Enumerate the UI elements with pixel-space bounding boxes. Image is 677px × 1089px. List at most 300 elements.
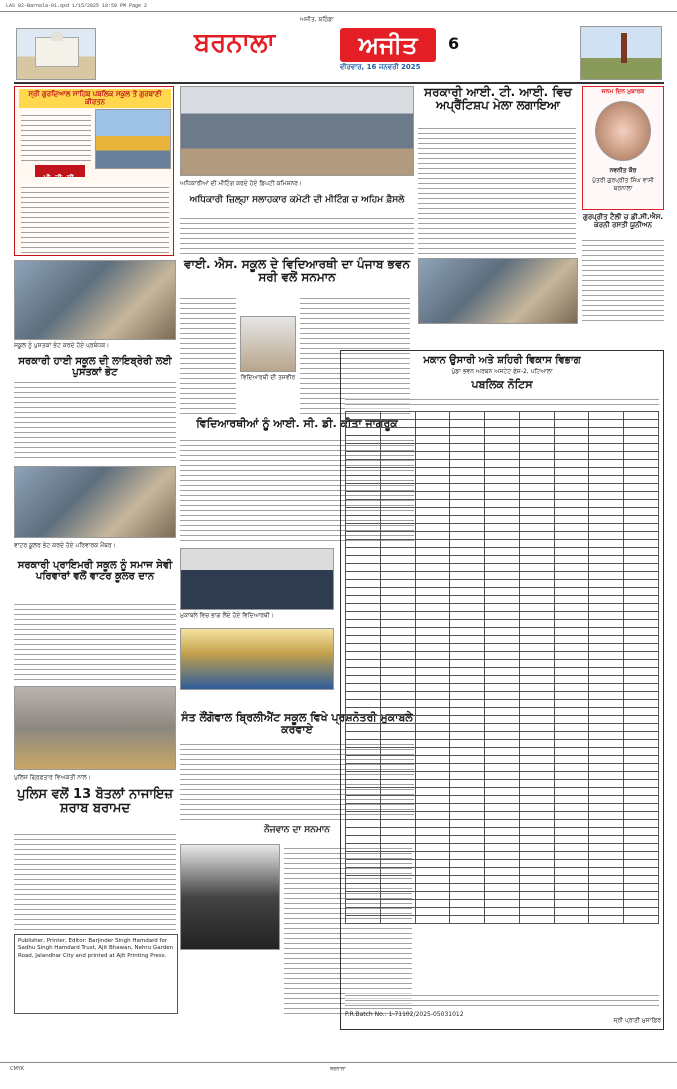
notice-table-cell: [450, 556, 485, 564]
notice-table-cell: [380, 820, 415, 828]
notice-table-row: [346, 468, 659, 476]
notice-table-cell: [346, 692, 381, 700]
notice-table-cell: [450, 636, 485, 644]
notice-table-cell: [380, 564, 415, 572]
notice-table-row: [346, 492, 659, 500]
notice-table-cell: [415, 428, 450, 436]
notice-table-cell: [624, 604, 659, 612]
notice-table-cell: [624, 852, 659, 860]
notice-table-cell: [346, 508, 381, 516]
notice-table-cell: [589, 452, 624, 460]
notice-table-cell: [554, 500, 589, 508]
notice-table-cell: [589, 548, 624, 556]
notice-table-cell: [589, 804, 624, 812]
birthday-side-body: [582, 236, 664, 322]
notice-table-cell: [450, 596, 485, 604]
notice-table-cell: [346, 828, 381, 836]
notice-table-cell: [415, 540, 450, 548]
notice-table-row: [346, 668, 659, 676]
notice-table-cell: [450, 444, 485, 452]
notice-table-cell: [346, 676, 381, 684]
notice-table-cell: [450, 740, 485, 748]
notice-table-cell: [380, 748, 415, 756]
notice-table-row: [346, 916, 659, 924]
notice-table-cell: [380, 596, 415, 604]
notice-table-cell: [415, 628, 450, 636]
notice-table-cell: [519, 740, 554, 748]
notice-table: [345, 411, 659, 924]
notice-table-cell: [485, 444, 520, 452]
notice-table-cell: [519, 700, 554, 708]
notice-table-row: [346, 556, 659, 564]
notice-table-cell: [415, 796, 450, 804]
notice-table-cell: [519, 604, 554, 612]
notice-table-cell: [589, 500, 624, 508]
notice-table-cell: [624, 500, 659, 508]
imprint-text: Publisher, Printer, Editor: Barjinder Singh Hamdard for Sadhu Singh Hamdard Trust, Ajit Bhawan, Nehru Garden Road, Jalandhar City and printed at Ajit Printing Press.: [18, 938, 174, 959]
notice-table-cell: [380, 884, 415, 892]
notice-table-cell: [554, 852, 589, 860]
notice-table-cell: [624, 892, 659, 900]
notice-table-cell: [519, 764, 554, 772]
notice-table-cell: [554, 420, 589, 428]
quiz-photo-2: [180, 628, 334, 690]
notice-table-cell: [554, 468, 589, 476]
notice-table-cell: [589, 644, 624, 652]
notice-table-cell: [624, 780, 659, 788]
notice-table-cell: [450, 476, 485, 484]
notice-table-cell: [624, 716, 659, 724]
notice-table-cell: [554, 756, 589, 764]
notice-table-cell: [346, 796, 381, 804]
notice-table-row: [346, 700, 659, 708]
notice-table-cell: [450, 828, 485, 836]
notice-table-cell: [485, 556, 520, 564]
notice-table-cell: [624, 580, 659, 588]
notice-table-cell: [380, 652, 415, 660]
notice-table-row: [346, 884, 659, 892]
notice-table-cell: [519, 884, 554, 892]
notice-table-cell: [485, 780, 520, 788]
notice-table-cell: [589, 572, 624, 580]
notice-table-cell: [589, 588, 624, 596]
notice-table-cell: [554, 460, 589, 468]
notice-table-cell: [589, 812, 624, 820]
notice-table-cell: [380, 796, 415, 804]
notice-table-cell: [415, 772, 450, 780]
notice-table-cell: [346, 540, 381, 548]
notice-table-cell: [589, 836, 624, 844]
notice-table-cell: [380, 740, 415, 748]
notice-table-cell: [380, 916, 415, 924]
notice-table-cell: [589, 756, 624, 764]
notice-table-cell: [380, 452, 415, 460]
notice-table-cell: [519, 636, 554, 644]
notice-table-row: [346, 636, 659, 644]
notice-table-cell: [415, 884, 450, 892]
notice-table-cell: [380, 532, 415, 540]
notice-table-cell: [380, 620, 415, 628]
notice-footer-text: [345, 991, 659, 1007]
notice-table-cell: [519, 652, 554, 660]
notice-table-cell: [519, 844, 554, 852]
notice-table-cell: [380, 612, 415, 620]
notice-table-cell: [415, 572, 450, 580]
notice-table-cell: [346, 660, 381, 668]
police-caption: ਪੁਲਿਸ ਗ੍ਰਿਫ਼ਤਾਰ ਵਿਅਕਤੀ ਨਾਲ।: [14, 774, 91, 781]
notice-table-cell: [485, 732, 520, 740]
notice-table-cell: [380, 420, 415, 428]
notice-table-cell: [624, 700, 659, 708]
notice-table-cell: [450, 484, 485, 492]
notice-table-cell: [450, 852, 485, 860]
notice-table-cell: [380, 644, 415, 652]
notice-table-cell: [519, 596, 554, 604]
notice-table-cell: [554, 548, 589, 556]
notice-table-cell: [589, 540, 624, 548]
notice-table-row: [346, 572, 659, 580]
notice-table-cell: [624, 876, 659, 884]
notice-table-cell: [450, 884, 485, 892]
notice-table-cell: [589, 884, 624, 892]
notice-table-cell: [380, 604, 415, 612]
notice-table-cell: [554, 804, 589, 812]
bottom-strip-left: CMYK: [10, 1066, 25, 1072]
birthday-name: ਨਵਨੀਤ ਕੌਰ: [609, 167, 637, 174]
notice-table-cell: [624, 588, 659, 596]
masthead-right-photo: [580, 26, 662, 80]
notice-table-cell: [346, 484, 381, 492]
notice-table-cell: [450, 724, 485, 732]
notice-table-cell: [346, 788, 381, 796]
notice-table-cell: [554, 652, 589, 660]
notice-table-cell: [485, 828, 520, 836]
notice-table-cell: [624, 492, 659, 500]
notice-table-cell: [519, 572, 554, 580]
notice-table-cell: [624, 868, 659, 876]
notice-table-cell: [346, 500, 381, 508]
notice-table-cell: [450, 572, 485, 580]
notice-table-cell: [519, 876, 554, 884]
notice-table-cell: [554, 764, 589, 772]
birthday-header: ਜਨਮ ਦਿਨ ਮੁਬਾਰਕ: [601, 88, 645, 95]
notice-table-cell: [589, 716, 624, 724]
notice-table-cell: [624, 900, 659, 908]
notice-table-cell: [380, 756, 415, 764]
masthead-date: ਵੀਰਵਾਰ, 16 ਜਨਵਰੀ 2025: [340, 63, 421, 71]
notice-table-cell: [554, 636, 589, 644]
notice-table-cell: [554, 868, 589, 876]
notice-table-cell: [519, 900, 554, 908]
water-cooler-body: [14, 600, 176, 680]
notice-table-cell: [554, 532, 589, 540]
notice-table-cell: [519, 644, 554, 652]
notice-table-cell: [380, 692, 415, 700]
notice-table-cell: [346, 892, 381, 900]
notice-table-cell: [380, 572, 415, 580]
water-cooler-headline: ਸਰਕਾਰੀ ਪ੍ਰਾਇਮਰੀ ਸਕੂਲ ਨੂੰ ਸਮਾਜ ਸੇਵੀ ਪਰਿਵਾਰਾਂ ਵਲੋਂ ਵਾਟਰ ਕੂਲਰ ਦਾਨ: [17, 560, 173, 582]
notice-table-cell: [554, 604, 589, 612]
quiz-headline: ਸੰਤ ਲੌਂਗੋਵਾਲ ਬ੍ਰਿਲੀਐਂਟ ਸਕੂਲ ਵਿਖੇ ਪ੍ਰਸ਼ਨੋਤਰੀ ਮੁਕਾਬਲੇ ਕਰਵਾਏ: [181, 711, 413, 737]
notice-table-cell: [624, 748, 659, 756]
notice-table-cell: [415, 828, 450, 836]
notice-table-cell: [485, 916, 520, 924]
notice-table-cell: [589, 892, 624, 900]
notice-table-cell: [624, 540, 659, 548]
notice-table-cell: [485, 604, 520, 612]
youth-headline: ਨੌਜਵਾਨ ਦਾ ਸਨਮਾਨ: [264, 825, 330, 835]
notice-table-cell: [346, 716, 381, 724]
notice-table-cell: [380, 500, 415, 508]
notice-table-cell: [519, 548, 554, 556]
notice-table-cell: [485, 644, 520, 652]
notice-table-cell: [485, 844, 520, 852]
notice-table-cell: [450, 428, 485, 436]
notice-table-cell: [380, 724, 415, 732]
notice-table-cell: [415, 764, 450, 772]
notice-table-cell: [624, 636, 659, 644]
notice-table-cell: [346, 428, 381, 436]
notice-table-cell: [415, 516, 450, 524]
notice-table-cell: [485, 652, 520, 660]
notice-table-row: [346, 588, 659, 596]
notice-table-cell: [415, 812, 450, 820]
notice-table-cell: [380, 412, 415, 420]
masthead-page-number: 6: [448, 34, 460, 53]
notice-table-cell: [415, 612, 450, 620]
notice-table-cell: [346, 468, 381, 476]
notice-table-cell: [519, 668, 554, 676]
notice-table-cell: [554, 908, 589, 916]
notice-table-cell: [485, 676, 520, 684]
notice-table-cell: [554, 620, 589, 628]
notice-table-cell: [485, 764, 520, 772]
birthday-caption: ਪੁੱਤਰੀ ਗੁਰਪ੍ਰੀਤ ਸਿੰਘ ਵਾਸੀ ਬਰਨਾਲਾ: [592, 177, 654, 192]
notice-table-cell: [346, 748, 381, 756]
notice-table-cell: [485, 564, 520, 572]
masthead-title-right: [340, 28, 436, 62]
notice-table-cell: [346, 900, 381, 908]
notice-table-cell: [485, 660, 520, 668]
notice-table-cell: [554, 452, 589, 460]
notice-table-cell: [380, 492, 415, 500]
meeting-headline: ਅਧਿਕਾਰੀ ਜ਼ਿਲ੍ਹਾ ਸਲਾਹਕਾਰ ਕਮੇਟੀ ਦੀ ਮੀਟਿੰਗ ਚ ਅਹਿਮ ਫ਼ੈਸਲੇ: [189, 195, 405, 205]
masthead: [0, 14, 677, 80]
notice-table-cell: [589, 916, 624, 924]
notice-table-cell: [519, 580, 554, 588]
notice-table-cell: [380, 668, 415, 676]
notice-table-cell: [589, 460, 624, 468]
notice-table-cell: [589, 668, 624, 676]
notice-table-cell: [624, 884, 659, 892]
notice-table-cell: [519, 916, 554, 924]
notice-table-row: [346, 628, 659, 636]
notice-table-cell: [624, 508, 659, 516]
notice-table-row: [346, 564, 659, 572]
notice-table-cell: [519, 732, 554, 740]
notice-table-cell: [589, 564, 624, 572]
notice-table-cell: [485, 804, 520, 812]
meeting-photo: [180, 86, 414, 176]
notice-table-cell: [554, 556, 589, 564]
notice-table-cell: [589, 860, 624, 868]
notice-table-row: [346, 412, 659, 420]
notice-table-cell: [554, 740, 589, 748]
notice-table-cell: [415, 876, 450, 884]
notice-table-cell: [346, 884, 381, 892]
notice-table-cell: [450, 860, 485, 868]
notice-table-cell: [624, 620, 659, 628]
notice-table-cell: [415, 412, 450, 420]
police-body: [14, 830, 176, 930]
notice-table-cell: [485, 508, 520, 516]
notice-table-cell: [346, 732, 381, 740]
notice-table-cell: [519, 524, 554, 532]
imprint: [14, 934, 178, 1014]
notice-table-cell: [415, 780, 450, 788]
library-body: [14, 378, 176, 460]
notice-table-cell: [450, 820, 485, 828]
notice-table-cell: [589, 692, 624, 700]
notice-table-cell: [415, 452, 450, 460]
notice-table-cell: [450, 660, 485, 668]
notice-table-cell: [624, 516, 659, 524]
notice-table-cell: [589, 492, 624, 500]
notice-table-cell: [519, 860, 554, 868]
notice-table-cell: [554, 708, 589, 716]
notice-table-cell: [415, 564, 450, 572]
notice-table-cell: [450, 628, 485, 636]
meeting-caption: ਅਧਿਕਾਰੀਆਂ ਦੀ ਮੀਟਿੰਗ ਕਰਦੇ ਹੋਏ ਡਿਪਟੀ ਕਮਿਸ਼ਨਰ।: [180, 180, 302, 187]
notice-table-cell: [415, 460, 450, 468]
notice-table-cell: [380, 852, 415, 860]
notice-table-cell: [624, 612, 659, 620]
notice-table-cell: [589, 508, 624, 516]
notice-table-cell: [589, 556, 624, 564]
notice-table-cell: [485, 684, 520, 692]
notice-table-cell: [450, 716, 485, 724]
notice-table-cell: [624, 532, 659, 540]
notice-table-cell: [380, 764, 415, 772]
notice-table-cell: [519, 812, 554, 820]
notice-table-cell: [519, 412, 554, 420]
notice-table-cell: [380, 428, 415, 436]
notice-table-cell: [624, 548, 659, 556]
notice-table-cell: [346, 860, 381, 868]
notice-table-cell: [485, 596, 520, 604]
notice-table-cell: [624, 476, 659, 484]
notice-table-cell: [485, 412, 520, 420]
notice-table-cell: [485, 548, 520, 556]
masthead-title-right-text: ਅਜੀਤ: [358, 31, 418, 59]
notice-table-cell: [519, 820, 554, 828]
notice-table-cell: [450, 692, 485, 700]
notice-table-cell: [624, 668, 659, 676]
notice-table-cell: [624, 660, 659, 668]
notice-table-cell: [589, 780, 624, 788]
notice-table-cell: [554, 876, 589, 884]
notice-table-cell: [589, 788, 624, 796]
notice-table-cell: [624, 692, 659, 700]
notice-table-cell: [485, 716, 520, 724]
notice-table-cell: [589, 484, 624, 492]
notice-table-cell: [450, 604, 485, 612]
notice-table-cell: [519, 676, 554, 684]
public-notice: [340, 350, 664, 1030]
notice-table-cell: [485, 700, 520, 708]
notice-table-cell: [346, 812, 381, 820]
notice-table-cell: [624, 436, 659, 444]
notice-table-cell: [519, 620, 554, 628]
notice-table-row: [346, 420, 659, 428]
notice-table-cell: [450, 684, 485, 692]
notice-table-cell: [450, 492, 485, 500]
notice-table-cell: [589, 708, 624, 716]
notice-table-cell: [485, 772, 520, 780]
notice-table-cell: [380, 660, 415, 668]
print-strip: LAS 02-Barnala-01.qxd 1/15/2025 10:59 PM Page 2: [0, 0, 677, 12]
notice-table-cell: [519, 492, 554, 500]
iti-headline: ਸਰਕਾਰੀ ਆਈ. ਟੀ. ਆਈ. ਵਿਚ ਅਪ੍ਰੈਂਟਿਸ਼ਪ ਮੇਲਾ ਲਗਾਇਆ: [424, 85, 572, 113]
notice-table-cell: [519, 588, 554, 596]
notice-table-cell: [450, 516, 485, 524]
notice-table-row: [346, 540, 659, 548]
notice-table-cell: [346, 644, 381, 652]
notice-table-cell: [380, 468, 415, 476]
notice-table-cell: [485, 540, 520, 548]
notice-table-cell: [380, 804, 415, 812]
notice-table-cell: [589, 468, 624, 476]
notice-table-cell: [346, 580, 381, 588]
notice-table-cell: [519, 476, 554, 484]
notice-table-cell: [450, 532, 485, 540]
water-cooler-photo: [14, 466, 176, 538]
notice-table-cell: [589, 748, 624, 756]
notice-table-cell: [554, 828, 589, 836]
notice-table-cell: [624, 820, 659, 828]
notice-table-cell: [380, 892, 415, 900]
notice-table-cell: [415, 500, 450, 508]
notice-table-cell: [346, 548, 381, 556]
notice-table-row: [346, 524, 659, 532]
notice-table-cell: [554, 612, 589, 620]
notice-table-cell: [589, 868, 624, 876]
notice-table-cell: [485, 852, 520, 860]
notice-table-cell: [519, 660, 554, 668]
notice-table-row: [346, 436, 659, 444]
notice-table-cell: [519, 788, 554, 796]
notice-table-row: [346, 652, 659, 660]
notice-table-cell: [485, 452, 520, 460]
notice-table-cell: [624, 860, 659, 868]
meeting-body: [180, 214, 414, 254]
notice-table-cell: [450, 892, 485, 900]
notice-title: ਮਕਾਨ ਉਸਾਰੀ ਅਤੇ ਸ਼ਹਿਰੀ ਵਿਕਾਸ ਵਿਭਾਗ: [423, 355, 581, 366]
notice-table-cell: [380, 580, 415, 588]
notice-table-row: [346, 548, 659, 556]
notice-table-cell: [485, 484, 520, 492]
notice-table-cell: [554, 692, 589, 700]
notice-table-cell: [519, 804, 554, 812]
ys-school-photo-caption: ਵਿਦਿਆਰਥੀ ਦੀ ਤਸਵੀਰ: [240, 374, 296, 381]
notice-table-cell: [415, 644, 450, 652]
left-ad-details: [21, 183, 169, 253]
students-rti-headline: ਵਿਦਿਆਰਥੀਆਂ ਨੂੰ ਆਈ. ਸੀ. ਡੀ. ਕੀਤਾ ਜਾਗਰੂਕ: [196, 417, 398, 430]
notice-table-cell: [554, 732, 589, 740]
notice-table-cell: [554, 884, 589, 892]
notice-table-cell: [415, 468, 450, 476]
notice-table-cell: [415, 756, 450, 764]
